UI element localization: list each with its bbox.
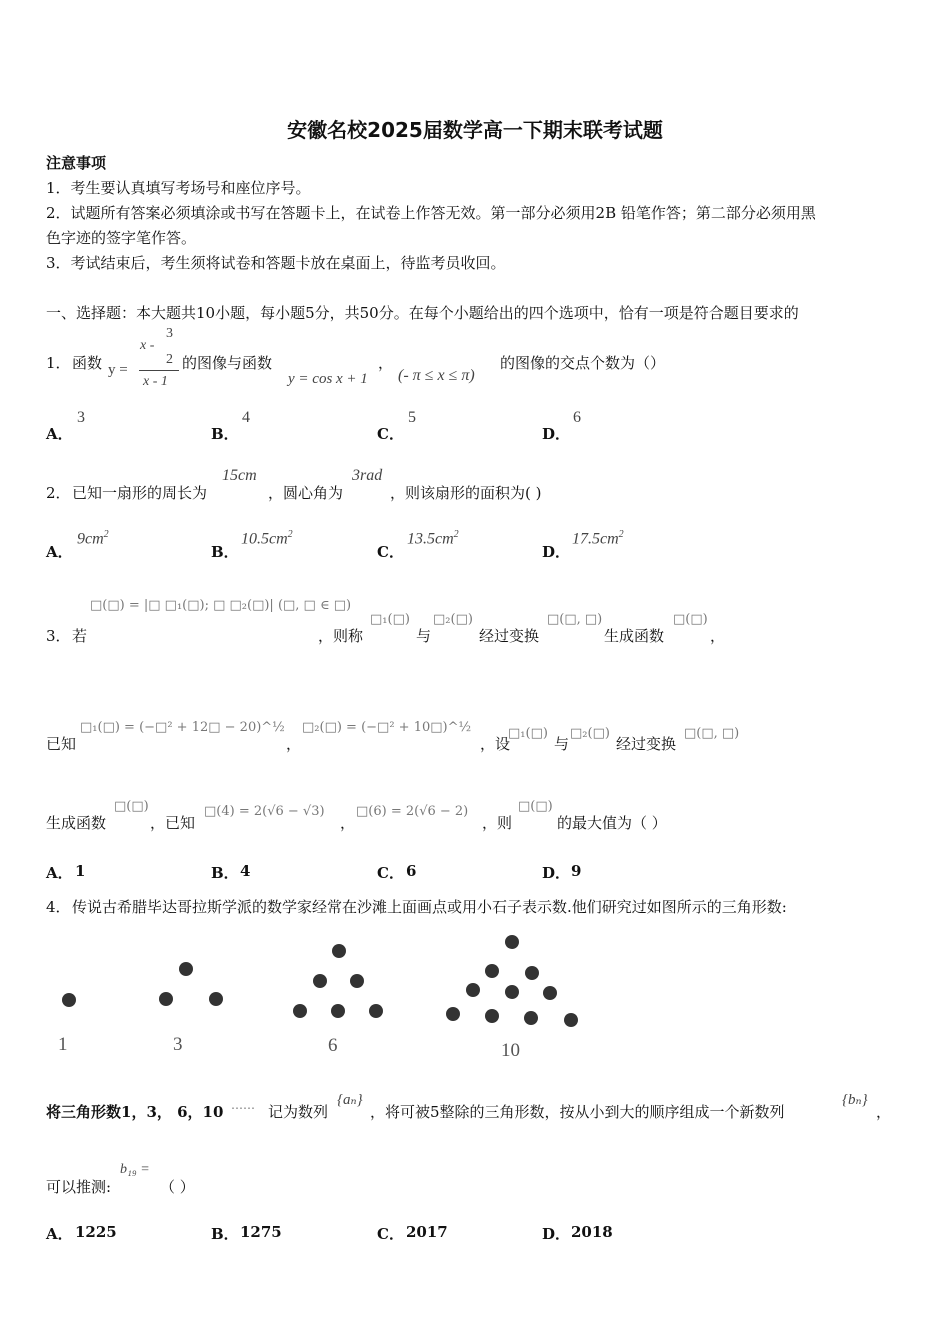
q2-option-label: D． bbox=[542, 543, 571, 561]
notice-item: 2．试题所有答案必须填涂或书写在答题卡上，在试卷上作答无效。第一部分必须用2B 铅笔作答；第二部分必须用黑 bbox=[46, 204, 816, 222]
q3-h: □(□) bbox=[518, 799, 553, 814]
pebble-dot bbox=[209, 992, 223, 1006]
q3-option-value: 1 bbox=[75, 862, 86, 880]
q3-text: 经过变换 bbox=[479, 627, 540, 645]
q4-option-label: C． bbox=[377, 1225, 404, 1243]
q1-number: 1． bbox=[46, 354, 71, 372]
q4-b19: b₁₉ = bbox=[120, 1162, 150, 1177]
q2-number: 2． bbox=[46, 484, 71, 502]
figure-label: 6 bbox=[328, 1035, 338, 1056]
q2-option-value: $17.5cm^2$ bbox=[572, 529, 624, 548]
q2-option-value: $13.5cm^2$ bbox=[407, 529, 459, 548]
q3-option-label: D． bbox=[542, 864, 571, 882]
q2-text: 已知一扇形的周长为 bbox=[72, 484, 208, 502]
q1-text: 的图像的交点个数为（） bbox=[500, 354, 666, 372]
q3-text: 生成函数 bbox=[46, 814, 107, 832]
q4-option-value: 1225 bbox=[75, 1223, 117, 1241]
q3-g2: □₂(□) bbox=[433, 612, 473, 627]
q3-g2: □₂(□) bbox=[570, 726, 610, 741]
figure-label: 10 bbox=[501, 1040, 520, 1061]
q3-text: ， bbox=[286, 735, 302, 753]
q3-option-label: A． bbox=[46, 864, 73, 882]
q4-ellipsis: …… bbox=[231, 1098, 255, 1112]
figure-label: 1 bbox=[58, 1034, 68, 1055]
figure-label: 3 bbox=[173, 1034, 183, 1055]
q3-text: ，已知 bbox=[150, 814, 196, 832]
q3-h: □(□) bbox=[673, 612, 708, 627]
q1-option-label: D． bbox=[542, 425, 571, 443]
q4-text: 可以推测: bbox=[46, 1178, 112, 1196]
q3-text: 已知 bbox=[46, 735, 77, 753]
q1-text: 的图像与函数 bbox=[182, 354, 273, 372]
q2-option-value: $10.5cm^2$ bbox=[241, 529, 293, 548]
pebble-dot bbox=[564, 1013, 578, 1027]
q3-text: 若 bbox=[72, 627, 88, 645]
q4-option-label: D． bbox=[542, 1225, 571, 1243]
q1-option-value: 3 bbox=[77, 409, 85, 426]
q1-f1-num-b: 3 bbox=[166, 326, 173, 341]
pebble-dot bbox=[485, 964, 499, 978]
pebble-dot bbox=[159, 992, 173, 1006]
q3-option-value: 6 bbox=[406, 862, 417, 880]
q3-option-label: B． bbox=[211, 864, 239, 882]
q3-g1: □₁(□) bbox=[370, 612, 410, 627]
pebble-dot bbox=[525, 966, 539, 980]
q1-f1-num-a: x - bbox=[140, 338, 155, 353]
pebble-dot bbox=[313, 974, 327, 988]
q3-text: ，则称 bbox=[318, 627, 364, 645]
q3-number: 3． bbox=[46, 627, 71, 645]
q3-text: 的最大值为（ ） bbox=[557, 814, 667, 832]
q4-option-value: 2018 bbox=[571, 1223, 613, 1241]
pebble-dot bbox=[369, 1004, 383, 1018]
pebble-dot bbox=[332, 944, 346, 958]
q1-option-value: 5 bbox=[408, 409, 416, 426]
q4-option-label: B． bbox=[211, 1225, 239, 1243]
q4-text: ，将可被5整除的三角形数，按从小到大的顺序组成一个新数列 bbox=[370, 1103, 785, 1121]
q2-text: ，则该扇形的面积为( ) bbox=[390, 484, 542, 502]
pebble-dot bbox=[62, 993, 76, 1007]
pebble-dot bbox=[446, 1007, 460, 1021]
q4-option-value: 1275 bbox=[240, 1223, 282, 1241]
q4-text: （ ） bbox=[160, 1178, 195, 1196]
q3-text: ，则 bbox=[482, 814, 513, 832]
page-title: 安徽名校2025届数学高一下期末联考试题 bbox=[287, 118, 663, 142]
q3-text: 生成函数 bbox=[604, 627, 665, 645]
q1-text: 函数 bbox=[72, 354, 103, 372]
pebble-dot bbox=[350, 974, 364, 988]
pebble-dot bbox=[524, 1011, 538, 1025]
q3-text: ， bbox=[340, 814, 356, 832]
notice-item: 1．考生要认真填写考场号和座位序号。 bbox=[46, 179, 311, 197]
q3-condition-2: □(6) = 2(√6 − 2) bbox=[356, 804, 469, 819]
q2-option-label: C． bbox=[377, 543, 404, 561]
q4-text: 记为数列 bbox=[268, 1103, 329, 1121]
q3-option-value: 4 bbox=[240, 862, 251, 880]
q3-option-value: 9 bbox=[571, 862, 582, 880]
q2-option-label: B． bbox=[211, 543, 239, 561]
q1-option-label: B． bbox=[211, 425, 239, 443]
pebble-dot bbox=[543, 986, 557, 1000]
section-heading: 一、选择题：本大题共10小题，每小题5分，共50分。在每个小题给出的四个选项中，恰有一项是符合题目要求的 bbox=[46, 304, 799, 322]
q4-sequence-an: {aₙ} bbox=[337, 1092, 363, 1108]
q1-option-value: 6 bbox=[573, 409, 581, 426]
pebble-dot bbox=[331, 1004, 345, 1018]
q3-transform: □(□, □) bbox=[547, 612, 603, 627]
pebble-dot bbox=[179, 962, 193, 976]
q3-f2: □₂(□) = (−□² + 10□)^½ bbox=[302, 720, 472, 735]
pebble-dot bbox=[485, 1009, 499, 1023]
q1-f1-den: x - 1 bbox=[143, 374, 168, 389]
pebble-dot bbox=[466, 983, 480, 997]
q4-option-value: 2017 bbox=[406, 1223, 448, 1241]
q1-f1-num-c: 2 bbox=[166, 352, 173, 367]
q3-determinant-formula: □(□) = |□ □₁(□); □ □₂(□)| (□, □ ∈ □) bbox=[90, 598, 352, 613]
q4-number: 4． bbox=[46, 898, 71, 916]
q1-fraction-bar bbox=[139, 370, 179, 371]
pebble-dot bbox=[505, 935, 519, 949]
q4-sequence-bn: {bₙ} bbox=[842, 1092, 868, 1108]
notice-item: 3．考试结束后，考生须将试卷和答题卡放在桌面上，待监考员收回。 bbox=[46, 254, 506, 272]
q2-option-value: $9cm^2$ bbox=[77, 529, 109, 548]
q3-option-label: C． bbox=[377, 864, 404, 882]
q2-angle: 3rad bbox=[352, 467, 383, 484]
q3-transform: □(□, □) bbox=[684, 726, 740, 741]
q3-condition-1: □(4) = 2(√6 − √3) bbox=[204, 804, 325, 819]
q2-option-label: A． bbox=[46, 543, 73, 561]
q3-text: 经过变换 bbox=[616, 735, 677, 753]
q1-f3: (- π ≤ x ≤ π) bbox=[398, 367, 475, 384]
q1-option-label: A． bbox=[46, 425, 73, 443]
q3-text: 与 bbox=[416, 627, 432, 645]
q1-option-label: C． bbox=[377, 425, 404, 443]
notice-item: 色字迹的签字笔作答。 bbox=[46, 229, 197, 247]
q3-h: □(□) bbox=[114, 799, 149, 814]
q1-f1-y: y = bbox=[108, 362, 128, 378]
q4-text: ， bbox=[876, 1103, 892, 1121]
q4-text: 将三角形数1，3， 6，10 bbox=[46, 1103, 224, 1121]
q1-option-value: 4 bbox=[242, 409, 250, 426]
notice-heading: 注意事项 bbox=[46, 154, 107, 172]
pebble-dot bbox=[505, 985, 519, 999]
q3-text: 与 bbox=[554, 735, 570, 753]
q3-text: ，设 bbox=[480, 735, 511, 753]
q3-f1: □₁(□) = (−□² + 12□ − 20)^½ bbox=[80, 720, 285, 735]
q2-perimeter: 15cm bbox=[222, 467, 257, 484]
q3-text: ， bbox=[710, 627, 726, 645]
q2-text: ，圆心角为 bbox=[268, 484, 344, 502]
pebble-dot bbox=[293, 1004, 307, 1018]
q4-option-label: A． bbox=[46, 1225, 73, 1243]
q3-g1: □₁(□) bbox=[508, 726, 548, 741]
q4-text: 传说古希腊毕达哥拉斯学派的数学家经常在沙滩上面画点或用小石子表示数.他们研究过如图所示的三角形数: bbox=[72, 898, 787, 916]
q1-f2: y = cos x + 1 bbox=[288, 371, 368, 387]
q1-comma: ， bbox=[378, 354, 394, 372]
